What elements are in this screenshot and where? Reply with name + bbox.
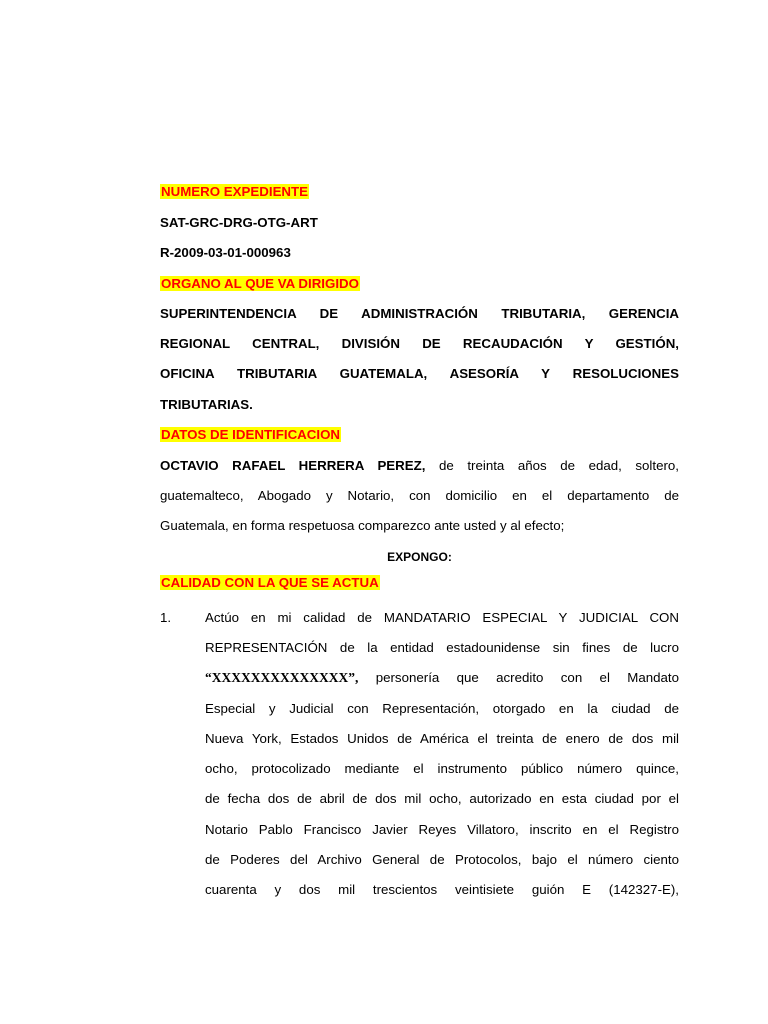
datos-line-1	[160, 458, 679, 474]
document-page	[160, 0, 679, 1024]
list-item-line: Notario Pablo Francisco Javier Reyes Villatoro, inscrito en el Registro	[205, 822, 679, 837]
heading-organo-text: ORGANO AL QUE VA DIRIGIDO	[161, 276, 359, 291]
list-item-line: de Poderes del Archivo General de Protocolos, bajo el número ciento	[205, 852, 679, 867]
expediente-line-2: R-2009-03-01-000963	[160, 245, 291, 260]
heading-calidad	[160, 575, 380, 591]
list-item-line: cuarenta y dos mil trescientos veintisiete guión E (142327-E),	[205, 882, 679, 897]
expediente-line-1: SAT-GRC-DRG-OTG-ART	[160, 215, 318, 230]
expongo-heading: EXPONGO:	[387, 550, 452, 564]
list-item-line: Nueva York, Estados Unidos de América el treinta de enero de dos mil	[205, 731, 679, 746]
organo-line: TRIBUTARIAS.	[160, 397, 253, 412]
list-item-number: 1.	[160, 610, 172, 625]
list-item-line: Actúo en mi calidad de MANDATARIO ESPECIAL Y JUDICIAL CON	[205, 610, 679, 625]
list-item-line: Especial y Judicial con Representación, otorgado en la ciudad de	[205, 701, 679, 716]
list-item-line: ocho, protocolizado mediante el instrumento público número quince,	[205, 761, 679, 776]
heading-numero-expediente	[160, 184, 309, 200]
list-item-line: de fecha dos de abril de dos mil ocho, autorizado en esta ciudad por el	[205, 791, 679, 806]
entity-name-placeholder: “XXXXXXXXXXXXXX”,	[205, 670, 359, 685]
heading-organo	[160, 276, 360, 292]
list-item-line: REPRESENTACIÓN de la entidad estadounidense sin fines de lucro	[205, 640, 679, 655]
organo-line: SUPERINTENDENCIA DE ADMINISTRACIÓN TRIBUTARIA, GERENCIA	[160, 306, 679, 321]
person-name: OCTAVIO RAFAEL HERRERA PEREZ,	[160, 458, 426, 473]
organo-line: REGIONAL CENTRAL, DIVISIÓN DE RECAUDACIÓN Y GESTIÓN,	[160, 336, 679, 351]
heading-calidad-text: CALIDAD CON LA QUE SE ACTUA	[161, 575, 379, 590]
heading-datos-text: DATOS DE IDENTIFICACION	[161, 427, 341, 442]
datos-line-2: guatemalteco, Abogado y Notario, con domicilio en el departamento de	[160, 488, 679, 503]
datos-line-1-rest: de treinta años de edad, soltero,	[425, 458, 679, 473]
list-item-line-rest: personería que acredito con el Mandato	[358, 670, 679, 685]
list-item-line	[205, 670, 679, 686]
heading-datos	[160, 427, 341, 443]
datos-line-3: Guatemala, en forma respetuosa comparezco ante usted y al efecto;	[160, 518, 565, 533]
heading-numero-text: NUMERO EXPEDIENTE	[161, 184, 309, 199]
organo-line: OFICINA TRIBUTARIA GUATEMALA, ASESORÍA Y RESOLUCIONES	[160, 366, 679, 381]
